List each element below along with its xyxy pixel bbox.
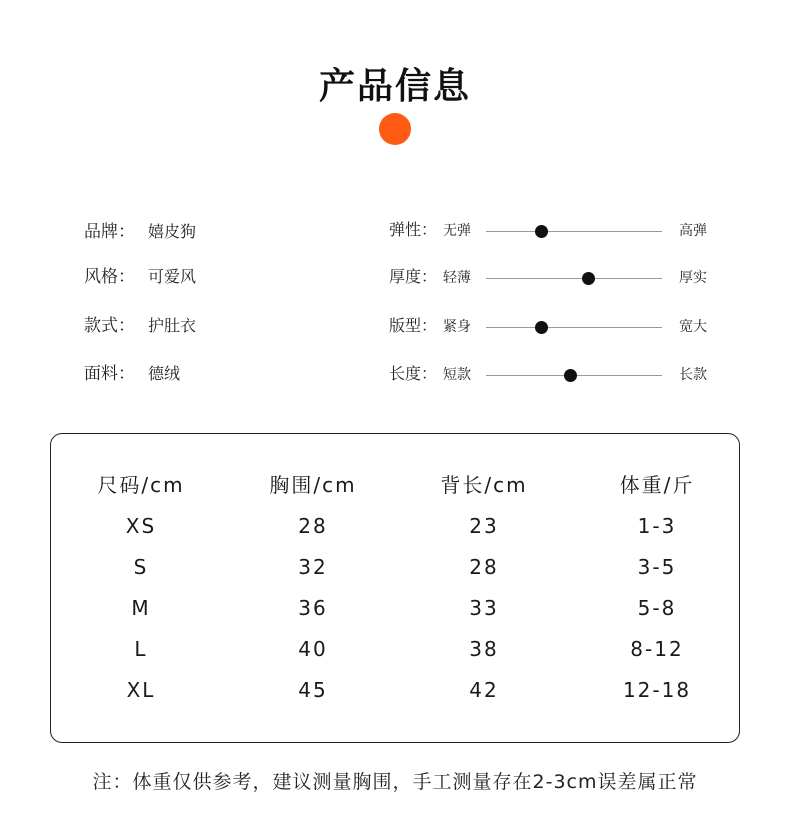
table-cell: 28	[298, 514, 328, 538]
table-cell: 32	[298, 555, 328, 579]
table-header-cell: 背长/cm	[440, 473, 528, 497]
table-header-cell: 尺码/cm	[97, 473, 185, 497]
slider-low-label: 紧身	[443, 319, 471, 335]
attr-label: 面料：	[84, 364, 135, 384]
slider-high-label: 长款	[679, 367, 707, 383]
slider-low-label: 轻薄	[443, 270, 471, 286]
measurement-note: 注：体重仅供参考，建议测量胸围，手工测量存在2-3cm误差属正常	[92, 771, 698, 793]
table-cell: 36	[298, 596, 328, 620]
attr-value: 可爱风	[148, 267, 197, 286]
slider-elasticity	[389, 218, 719, 242]
attr-label: 风格：	[84, 267, 135, 287]
table-cell: M	[131, 596, 151, 620]
slider-knob	[535, 225, 548, 238]
slider-knob	[535, 321, 548, 334]
attr-row-brand	[84, 220, 196, 244]
attr-row-style	[84, 265, 196, 289]
slider-track	[486, 231, 662, 232]
table-cell: 23	[469, 514, 499, 538]
table-cell: 42	[469, 678, 499, 702]
table-cell: XS	[125, 514, 157, 538]
attr-label: 款式：	[84, 316, 135, 336]
slider-label: 厚度：	[389, 267, 438, 286]
table-header-cell: 体重/斤	[619, 473, 695, 497]
table-cell: 40	[298, 637, 328, 661]
size-table	[50, 433, 740, 743]
table-cell: S	[133, 555, 149, 579]
table-cell: XL	[126, 678, 156, 702]
slider-high-label: 厚实	[679, 270, 707, 286]
slider-low-label: 短款	[443, 367, 471, 383]
slider-knob	[582, 272, 595, 285]
slider-knob	[564, 369, 577, 382]
slider-length	[389, 362, 719, 386]
table-cell: 1-3	[637, 514, 677, 538]
slider-low-label: 无弹	[443, 223, 471, 239]
table-header-cell: 胸围/cm	[269, 473, 357, 497]
slider-thickness	[389, 265, 719, 289]
slider-label: 弹性：	[389, 220, 438, 239]
attr-row-fabric	[84, 362, 180, 386]
table-cell: 33	[469, 596, 499, 620]
table-cell: L	[134, 637, 148, 661]
attr-value: 德绒	[148, 364, 181, 383]
table-cell: 28	[469, 555, 499, 579]
table-cell: 45	[298, 678, 328, 702]
slider-high-label: 宽大	[679, 319, 707, 335]
accent-dot	[379, 113, 411, 145]
table-cell: 3-5	[637, 555, 677, 579]
slider-fit	[389, 314, 719, 338]
slider-track	[486, 278, 662, 279]
slider-high-label: 高弹	[679, 223, 707, 239]
attr-value: 嬉皮狗	[148, 222, 197, 241]
attr-row-type	[84, 314, 196, 338]
attr-label: 品牌：	[84, 222, 135, 242]
attr-value: 护肚衣	[148, 316, 197, 335]
slider-label: 长度：	[389, 364, 438, 383]
page-title: 产品信息	[318, 66, 471, 107]
table-cell: 38	[469, 637, 499, 661]
table-cell: 12-18	[622, 678, 692, 702]
table-cell: 5-8	[637, 596, 677, 620]
table-cell: 8-12	[630, 637, 684, 661]
slider-track	[486, 327, 662, 328]
slider-label: 版型：	[389, 316, 438, 335]
